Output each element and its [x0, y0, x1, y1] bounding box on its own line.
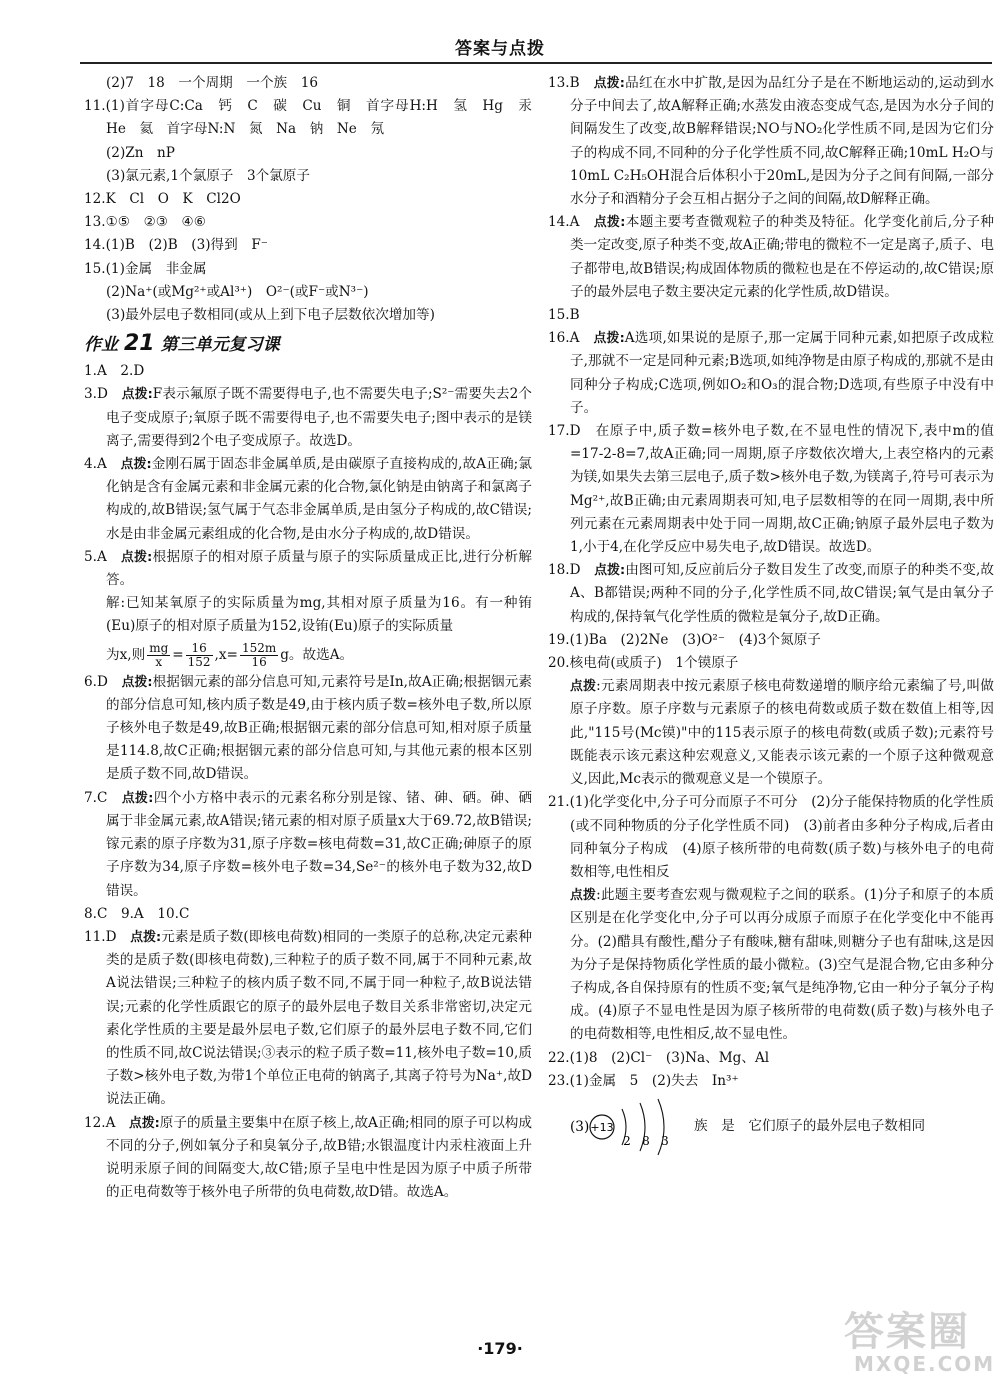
answer-item: 5.A 点拨:根据原子的相对原子质量与原子的实际质量成正比,进行分析解答。: [84, 548, 532, 589]
left-column: [84, 72, 546, 1204]
answer-item: 11.D 点拨:元素是质子数(即核电荷数)相同的一类原子的总称,决定元素种类的是质子数(即核电荷数),三种粒子的质子数不同,属于不同种元素,故A说法错误;三种粒子的核内质子数不同,不属于同一种粒子,故B说法错误;元素的化学性质跟它的原子的最外层电子数目关系非常密切,决定元素化学性质的主要是最外层电子数,它们原子的最外层电子数不同,它们的性质不同,故C说法错误;③表示的粒子质子数=11,核外电子数=10,质子数>核外电子数,为带1个单位正电荷的钠离子,其离子符号为Na⁺,故D说法正确。: [84, 928, 532, 1108]
answer-line: (2)Zn nP: [106, 144, 175, 161]
answer-line: (3)最外层电子数相同(或从上到下电子层数依次增加等): [106, 307, 435, 324]
atom-structure-explanation: 族 是 它们原子的最外层电子数相同: [694, 1117, 926, 1134]
hint-label: 点拨:: [121, 790, 154, 806]
shell-electron-count: 2: [623, 1133, 631, 1148]
fraction: $\frac{152m}{16}$: [241, 640, 277, 669]
answer-line: 15.B: [548, 307, 580, 324]
answer-item: 12.A 点拨:原子的质量主要集中在原子核上,故A正确;相同的原子可以构成不同的分子,例如氧分子和臭氧分子,故B错;水银温度计内汞柱液面上升说明汞原子间的间隔变大,故C错;原子呈电中性是因为原子中质子所带的正电荷数等于核外电子所带的负电荷数,故D错。故选A。: [84, 1114, 533, 1201]
answer-line: 1.A 2.D: [84, 363, 145, 380]
answer-line: 14.(1)B (2)B (3)得到 F⁻: [84, 237, 268, 254]
hint-label: 点拨:: [129, 1115, 160, 1131]
right-column: [548, 72, 994, 1157]
shell-electron-count: 3: [661, 1133, 669, 1148]
hint-label: 点拨:: [593, 331, 625, 347]
hint-paragraph: 点拨:元素周期表中按元素原子核电荷数递增的顺序给元素编了号,叫做原子序数。原子序数与元素原子的核电荷数或质子数在数值上相等,因此,"115号(Mc镆)"中的115表示原子的核电荷数(或质子数);元素符号既能表示该元素这种宏观意义,又能表示该元素的一个原子这种微观意义,因此,Mc表示的微观意义是一个镆原子。: [570, 678, 994, 788]
page-number: ·179·: [477, 1339, 523, 1358]
hint-label: 点拨:: [120, 549, 153, 565]
answer-line: 13.①⑤ ②③ ④⑥: [84, 214, 206, 231]
atom-structure-diagram: [548, 1097, 694, 1157]
section-heading: [84, 331, 532, 358]
hint-label: 点拨:: [593, 215, 626, 231]
section-work-label: 作业: [84, 335, 118, 356]
answer-item: 3.D 点拨:F表示氟原子既不需要得电子,也不需要失电子;S²⁻需要失去2个电子变成原子;氧原子既不需要得电子,也不需要失电子;图中表示的是镁离子,需要得到2个电子变成原子。故选D。: [84, 386, 532, 449]
answer-item: 17.D 在原子中,质子数=核外电子数,在不显电性的情况下,表中m的值=17-2-8=7,故A正确;同一周期,原子序数依次增大,上表空格内的元素为镁,如果失去第三层电子,质子数>核外电子数,为镁离子,符号可表示为Mg²⁺,故B正确;由元素周期表可知,电子层数相等的在同一周期,表中所列元素在元素周期表中处于同一周期,故C正确;钠原子最外层电子数为1,小于4,在化学反应中易失电子,故D错误。故选D。: [548, 423, 994, 556]
answer-line: (2)7 18 一个周期 一个族 16: [106, 75, 319, 91]
answer-item: 16.A 点拨:A选项,如果说的是原子,那一定属于同种元素,如把原子改成粒子,那就不一定是同种元素;B选项,如纯净物是由原子构成的,那就不是由同种分子构成;C选项,例如O₂和O₃的混合物;D选项,有些原子中没有中子。: [548, 330, 995, 416]
answer-line: 23.(1)金属 5 (2)失去 In³⁺: [548, 1072, 739, 1089]
answer-line: (2)Na⁺(或Mg²⁺或Al³⁺) O²⁻(或F⁻或N³⁻): [106, 283, 369, 300]
shell-electron-count: 8: [642, 1133, 650, 1148]
solution-equation: 为x,则 $\frac{mg}{x}$ = $\frac{16}{152}$ ,x= $\frac{152m}{16}$ g。故选A。: [106, 640, 354, 669]
atom-sub-label: (3): [570, 1118, 590, 1135]
hint-label: 点拨:: [121, 387, 153, 403]
fraction: $\frac{mg}{x}$: [149, 640, 169, 669]
answer-item: 6.D 点拨:根据铟元素的部分信息可知,元素符号是In,故A正确;根据铟元素的部分信息可知,核内质子数是49,由于核内质子数=核外电子数,所以原子核外电子数是49,故B正确;根据铟元素的部分信息可知,相对原子质量是114.8,故C正确;根据铟元素的部分信息可知,与其他元素的根本区别是质子数不同,故D错误。: [84, 673, 532, 783]
answer-item: 13.B 点拨:品红在水中扩散,是因为品红分子是在不断地运动的,运动到水分子中间去了,故A解释正确;水蒸发由液态变成气态,是因为水分子间的间隔发生了改变,故B解释错误;NO与NO₂化学性质不同,是因为它们分子的构成不同,不同种的分子化学性质不同,故C解释正确;10mL H₂O与10mL C₂H₅OH混合后体积小于20mL,是因为分子之间有间隔,一部分水分子和酒精分子会互相占据分子之间的间隔,故D解释正确。: [548, 75, 994, 208]
nucleus-charge: +13: [590, 1120, 614, 1134]
answer-item: 14.A 点拨:本题主要考查微观粒子的种类及特征。化学变化前后,分子种类一定改变,原子种类不变,故A正确;带电的微粒不一定是离子,质子、电子都带电,故B错误;构成固体物质的微粒也是在不停运动的,故C错误;原子的最外层电子数主要决定元素的化学性质,故D错误。: [548, 214, 995, 300]
section-title: 第三单元复习课: [160, 335, 280, 356]
atom-structure-answer: [548, 1097, 994, 1157]
hint-label: 点拨: [570, 679, 597, 695]
hint-label: 点拨:: [593, 76, 625, 91]
answer-line: 15.(1)金属 非金属: [84, 260, 207, 277]
hint-label: 点拨:: [121, 674, 153, 690]
answer-line: 19.(1)Ba (2)2Ne (3)O²⁻ (4)3个氮原子: [548, 631, 821, 648]
answer-line: (3)氯元素,1个氯原子 3个氯原子: [106, 167, 310, 184]
answer-line: 12.K Cl O K Cl2O: [84, 191, 241, 208]
answer-item: 4.A 点拨:金刚石属于固态非金属单质,是由碳原子直接构成的,故A正确;氯化钠是含有金属元素和非金属元素的化合物,氯化钠是由钠离子和氯离子构成的,故B错误;氢气属于气态非金属单质,是由氢分子构成的,故C错误;水是由非金属元素组成的化合物,是由水分子构成的,故D错误。: [84, 456, 532, 542]
fraction: $\frac{16}{152}$: [187, 640, 211, 669]
answer-line: 11.(1)首字母C:Ca 钙 C 碳 Cu 铜 首字母H:H 氢 Hg 汞 He 氦 首字母N:N 氮 Na 钠 Ne 氖: [84, 98, 546, 138]
section-number: 21: [124, 331, 155, 357]
answer-item: 7.C 点拨:四个小方格中表示的元素名称分别是镓、锗、砷、硒。砷、硒属于非金属元素,故A错误;锗元素的相对原子质量x大于69.72,故B错误;镓元素的原子序数为31,原子序数=核电荷数=31,故C正确;砷原子的原子序数为34,原子序数=核外电子数=34,Se²⁻的核外电子数为32,故D错误。: [84, 789, 533, 899]
solution-text: 解:已知某氧原子的实际质量为mg,其相对原子质量为16。有一种铕(Eu)原子的相对原子质量为152,设铕(Eu)原子的实际质量: [106, 595, 532, 635]
watermark-logo: 答案圈 MXQE.COM: [844, 1309, 996, 1376]
answer-item: 18.D 点拨:由图可知,反应前后分子数目发生了改变,而原子的种类不变,故A、B都错误;两种不同的分子,化学性质不同,故C错误;氧气是由氧分子构成的,保持氧气化学性质的微粒是氧分子,故D正确。: [548, 562, 994, 625]
hint-paragraph: 点拨:此题主要考查宏观与微观粒子之间的联系。(1)分子和原子的本质区别是在化学变化中,分子可以再分成原子而原子在化学变化中不能再分。(2)醋具有酸性,醋分子有酸味,糖有甜味,则糖分子也有甜味,这是因为分子是保持物质化学性质的最小微粒。(3)空气是混合物,它由多种分子构成,各自保持原有的性质不变;氧气是纯净物,它由一种分子氧分子构成。(4)原子不显电性是因为原子核所带的电荷数(质子数)与核外电子的电荷数相等,电性相反,故不显电性。: [570, 887, 995, 1043]
answer-line: 8.C 9.A 10.C: [84, 905, 190, 922]
hint-label: 点拨: [570, 888, 597, 904]
hint-label: 点拨:: [594, 563, 626, 579]
hint-label: 点拨:: [130, 929, 162, 945]
answer-line: 20.核电荷(或质子) 1个镆原子: [548, 655, 739, 672]
answer-item: 21.(1)化学变化中,分子可分而原子不可分 (2)分子能保持物质的化学性质(或不同种物质的分子化学性质不同) (3)前者由多种分子构成,后者由同种氧分子构成 (4)原子核所带的电荷数(质子数)与核外电子的电荷数相等,电性相反: [548, 794, 994, 880]
page-header-title: 答案与点拨: [455, 39, 545, 59]
header-rule: [80, 62, 992, 64]
answer-line: 22.(1)8 (2)Cl⁻ (3)Na、Mg、Al: [548, 1049, 770, 1066]
hint-label: 点拨:: [120, 457, 152, 473]
